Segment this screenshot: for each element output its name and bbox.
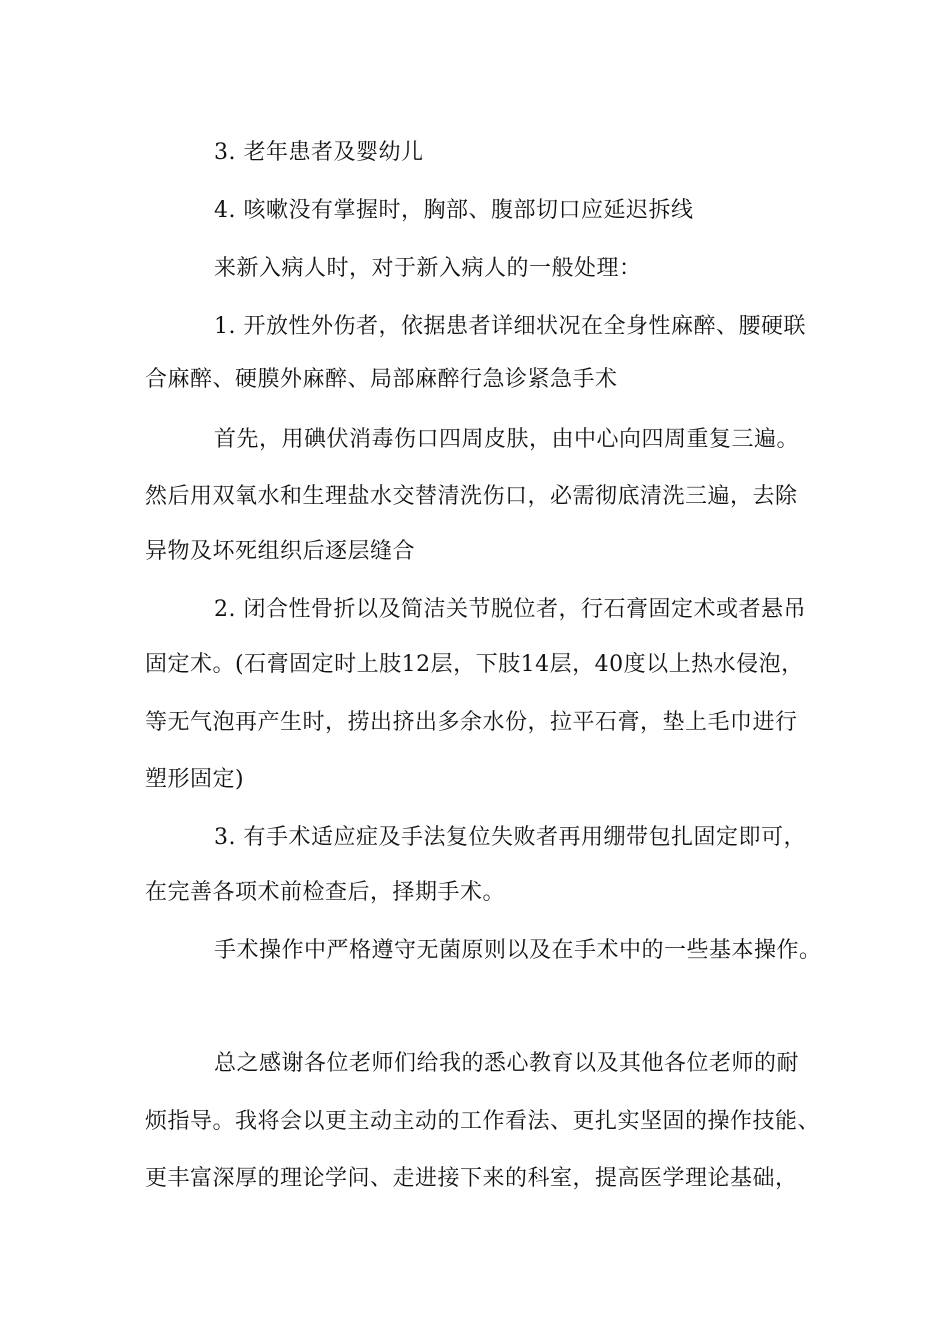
paragraph-disinfection: 首先，用碘伏消毒伤口四周皮肤，由中心向四周重复三遍。 bbox=[214, 427, 800, 452]
list-item-elderly-infants: 3. 老年患者及婴幼儿 bbox=[214, 140, 424, 165]
paragraph-disinfection-line-3: 异物及坏死组织后逐层缝合 bbox=[145, 539, 416, 564]
list-item-surgery-indication-line-2: 在完善各项术前检查后，择期手术。 bbox=[145, 880, 506, 905]
paragraph-disinfection-line-2: 然后用双氧水和生理盐水交替清洗伤口，必需彻底清洗三遍，去除 bbox=[145, 484, 798, 509]
list-item-surgery-indication: 3. 有手术适应症及手法复位失败者再用绷带包扎固定即可， bbox=[214, 825, 806, 850]
paragraph-aseptic-principle: 手术操作中严格遵守无菌原则以及在手术中的一些基本操作。 bbox=[214, 938, 822, 963]
list-item-open-trauma-continued: 合麻醉、硬膜外麻醉、局部麻醉行急诊紧急手术 bbox=[145, 367, 618, 392]
section-heading-new-patient: 来新入病人时，对于新入病人的一般处理： bbox=[214, 256, 642, 281]
paragraph-thanks-line-2: 烦指导。我将会以更主动主动的工作看法、更扎实坚固的操作技能、 bbox=[145, 1109, 821, 1134]
list-item-closed-fracture-line-3: 等无气泡再产生时，捞出挤出多余水份，拉平石膏，垫上毛巾进行 bbox=[145, 710, 798, 735]
list-item-closed-fracture: 2. 闭合性骨折以及简洁关节脱位者，行石膏固定术或者悬吊 bbox=[214, 597, 806, 622]
list-item-closed-fracture-line-4: 塑形固定) bbox=[145, 767, 245, 792]
list-item-delayed-suture-removal: 4. 咳嗽没有掌握时，胸部、腹部切口应延迟拆线 bbox=[214, 198, 694, 223]
list-item-closed-fracture-line-2: 固定术。(石膏固定时上肢12层，下肢14层，40度以上热水侵泡， bbox=[145, 652, 804, 677]
list-item-open-trauma: 1. 开放性外伤者，依据患者详细状况在全身性麻醉、腰硬联 bbox=[214, 314, 806, 339]
paragraph-thanks: 总之感谢各位老师们给我的悉心教育以及其他各位老师的耐 bbox=[214, 1051, 800, 1076]
paragraph-thanks-line-3: 更丰富深厚的理论学问、走进接下来的科室，提高医学理论基础， bbox=[145, 1166, 798, 1191]
